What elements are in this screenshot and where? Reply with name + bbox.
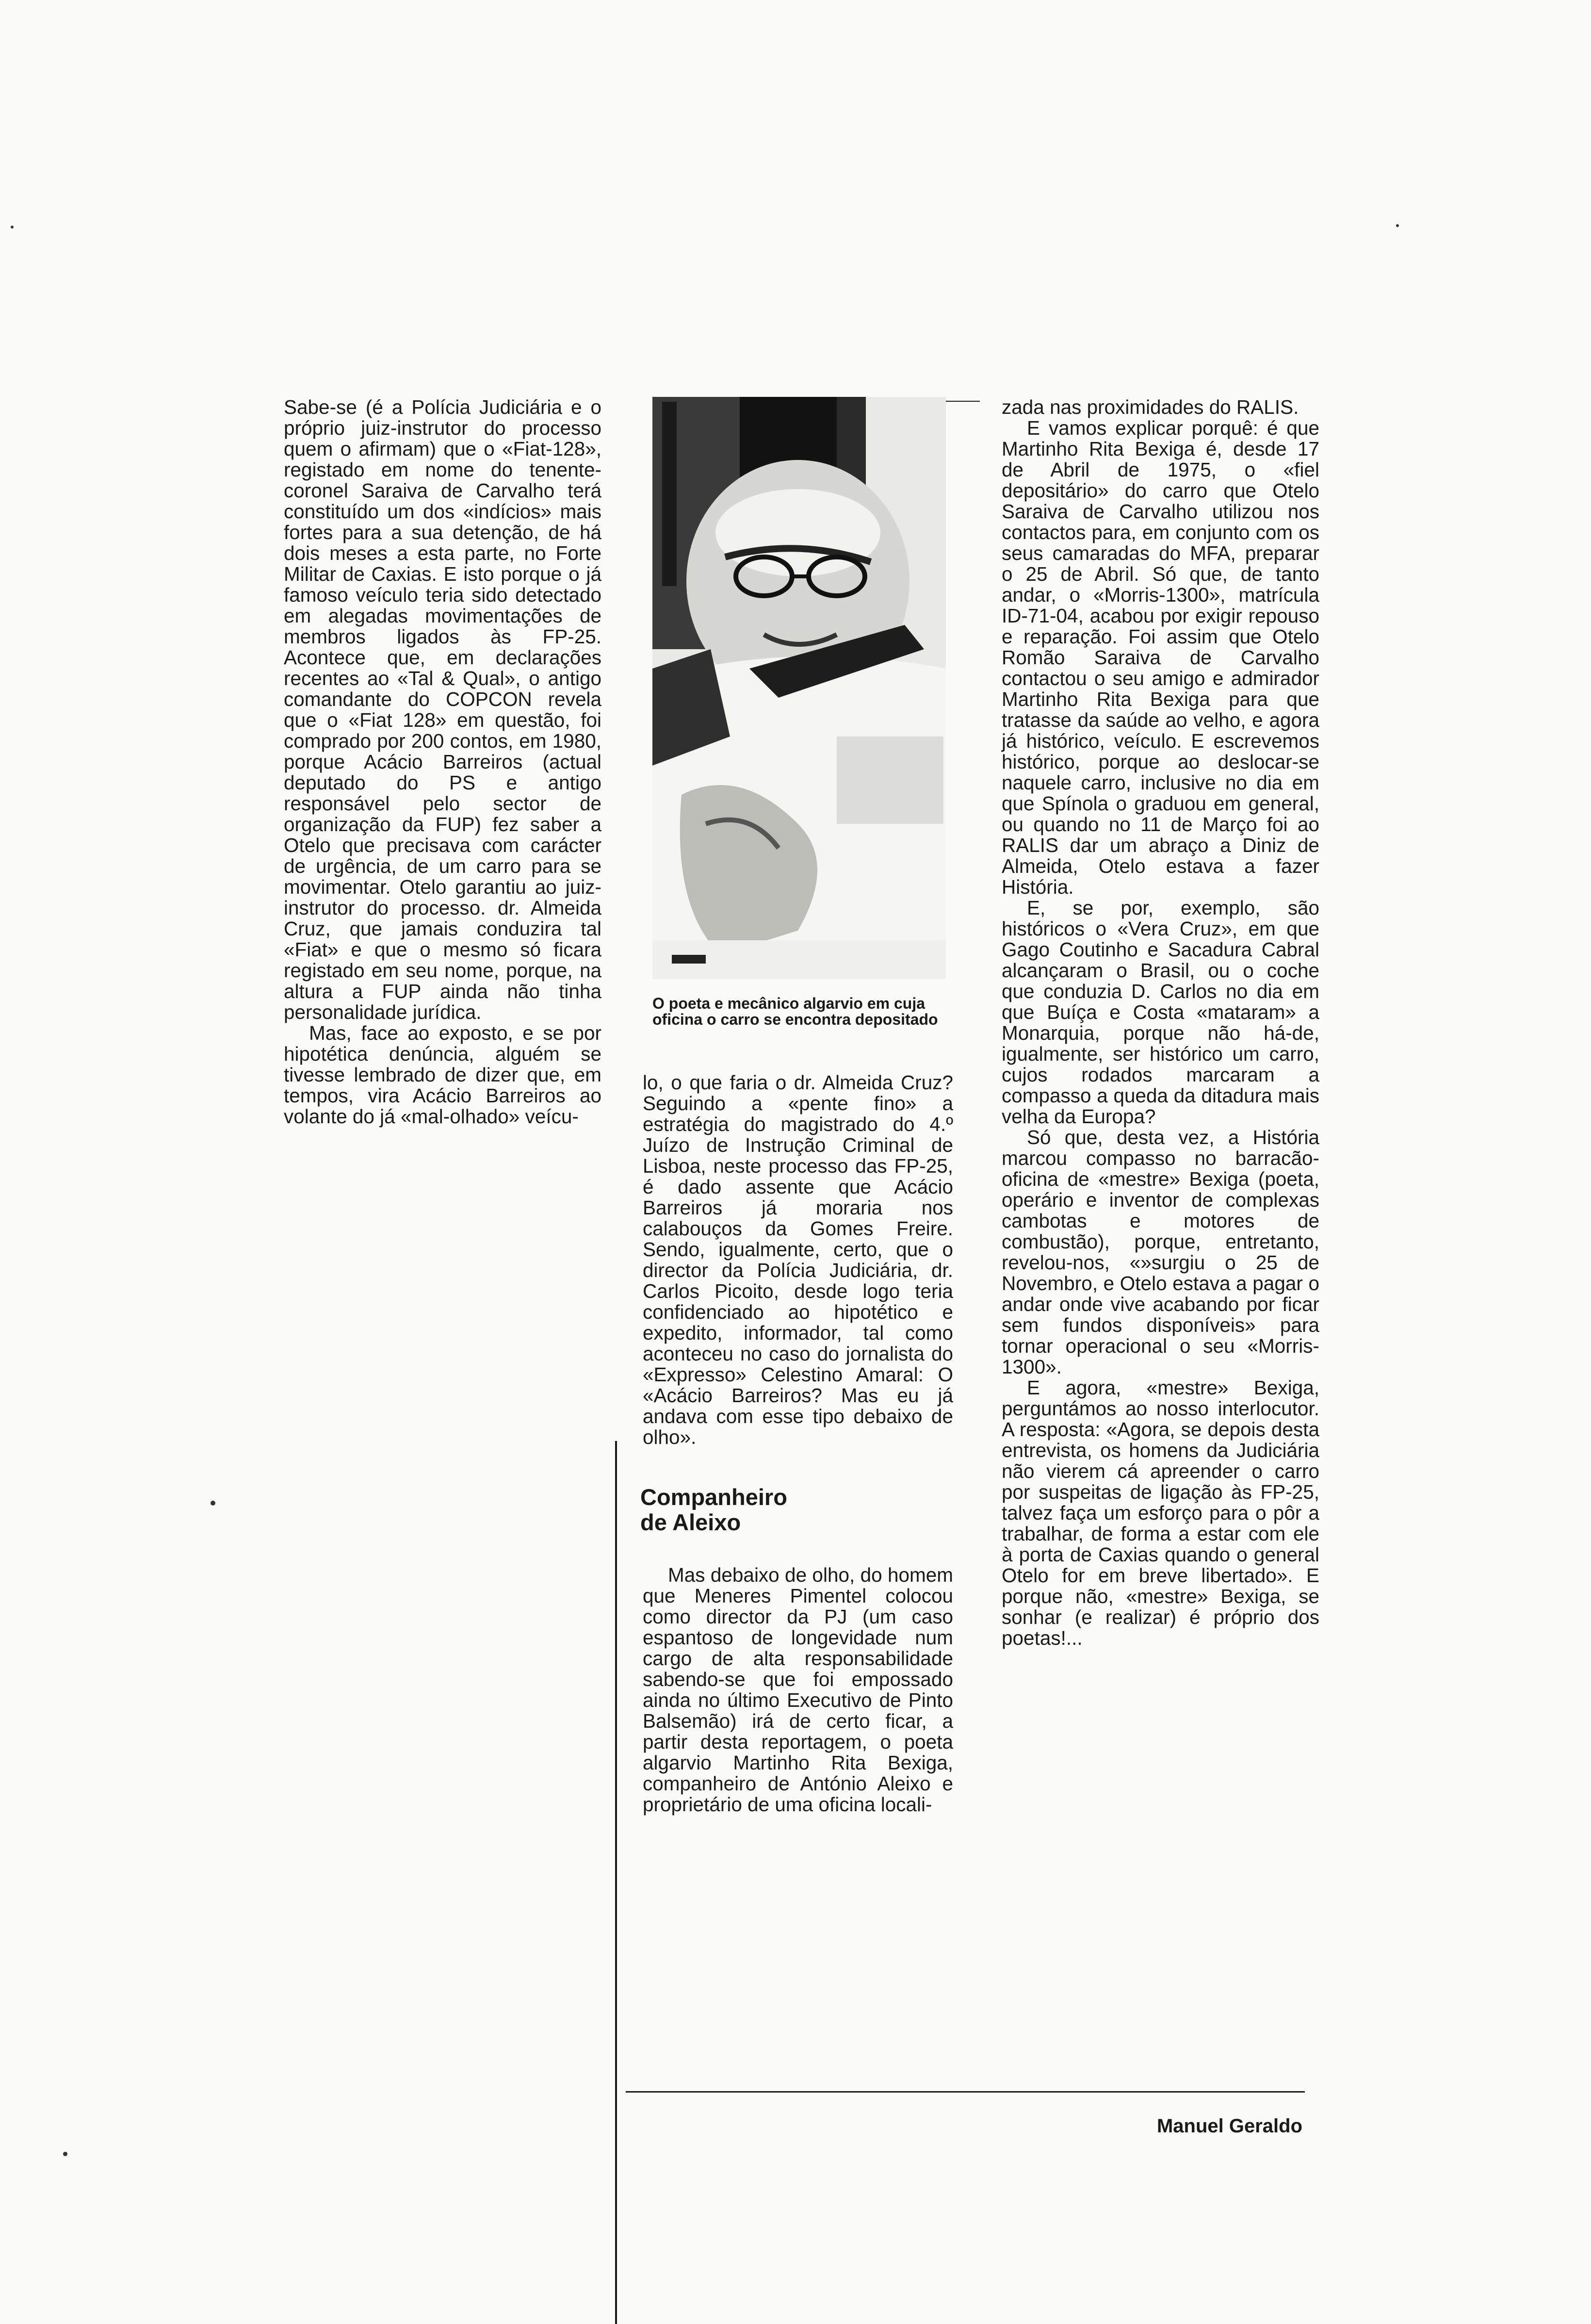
paragraph: Sabe-se (é a Polícia Judiciária e o próprio juiz-instrutor do processo quem o afirmam) que o «Fiat-128», registado em nome do tenente-coronel Saraiva de Carvalho terá constituído um dos «indícios» mais fortes para a sua detenção, de há dois meses a esta parte, no Forte Militar de Caxias. E isto porque o já famoso veículo teria sido detectado em alegadas movimentações de membros ligados às FP-25. Acontece que, em declarações recentes ao «Tal & Qual», o antigo comandante do COPCON revela que o «Fiat 128» em questão, foi comprado por 200 contos, em 1980, porque Acácio Barreiros (actual deputado do PS e antigo responsável pelo sector de organização da FUP) fez saber a Otelo que precisava com carácter de urgência, de um carro para se movimentar. Otelo garantiu ao juiz-instrutor do processo. dr. Almeida Cruz, que jamais conduzira tal «Fiat» e que o mesmo só ficara registado em seu nome, porque, na altura a FUP ainda não tinha personalidade jurídica. [284, 396, 601, 1023]
scan-speck [11, 226, 14, 229]
paragraph: E agora, «mestre» Bexiga, perguntámos ao nosso interlocutor. A resposta: «Agora, se depois desta entrevista, os homens da Judiciária não vierem cá apreender o carro por suspeitas de ligação às FP-25, talvez faça um esforço para o pôr a trabalhar, de forma a estar com ele à porta de Caxias quando o general Otelo for em breve libertado». E porque não, «mestre» Bexiga, se sonhar (e realizar) é próprio dos poetas!... [1002, 1376, 1319, 1649]
article-column-3 [1002, 397, 1319, 1649]
paragraph: lo, o que faria o dr. Almeida Cruz? Seguindo a «pente fino» a estratégia do magistrado do 4.º Juízo de Instrução Criminal de Lisboa, neste processo das FP-25, é dado assente que Acácio Barreiros já moraria nos calabouços da Gomes Freire. Sendo, igualmente, certo, que o director da Polícia Judiciária, dr. Carlos Picoito, desde logo teria confidenciado ao hipotético e expedito, informador, tal como aconteceu no caso do jornalista do «Expresso» Celestino Amaral: O «Acácio Barreiros? Mas eu já andava com esse tipo debaixo de olho». [643, 1071, 953, 1448]
paragraph: Só que, desta vez, a História marcou compasso no barracão-oficina de «mestre» Bexiga (poeta, operário e inventor de complexas cambotas e motores de combustão), porque, entretanto, revelou-nos, «»surgiu o 25 de Novembro, e Otelo estava a pagar o andar onde vive acabando por ficar sem fundos disponíveis» para tornar operacional o seu «Morris-1300». [1002, 1126, 1319, 1378]
paragraph: Mas, face ao exposto, e se por hipotética denúncia, alguém se tivesse lembrado de dizer que, em tempos, vira Acácio Barreiros ao volante do já «mal-olhado» veícu- [284, 1022, 601, 1128]
subheading-line: de Aleixo [640, 1509, 741, 1535]
portrait-photo [652, 397, 946, 979]
article-column-2-continued [643, 1565, 953, 1815]
photo-edge-rule [946, 401, 980, 402]
subheading-line: Companheiro [640, 1484, 787, 1510]
paragraph: E, se por, exemplo, são históricos o «Vera Cruz», em que Gago Coutinho e Sacadura Cabral alcançaram o Brasil, ou o coche que conduzia D. Carlos no dia em que Buíça e Costa «mataram» a Monarquia, porque não há-de, igualmente, ser histórico um carro, cujos rodados marcaram a compasso a queda da ditadura mais velha da Europa? [1002, 897, 1319, 1128]
bottom-rule [626, 2091, 1305, 2093]
photo-caption: O poeta e mecânico algarvio em cuja oficina o carro se encontra depositado [652, 995, 938, 1028]
scan-speck [63, 2152, 67, 2156]
paragraph: zada nas proximidades do RALIS. [1002, 396, 1299, 418]
paragraph: Mas debaixo de olho, do homem que Meneres Pimentel colocou como director da PJ (um caso espantoso de longevidade num cargo de alta responsabilidade sabendo-se que foi empossado ainda no último Executivo de Pinto Balsemão) irá de certo ficar, a partir desta reportagem, o poeta algarvio Martinho Rita Bexiga, companheiro de António Aleixo e proprietário de uma oficina locali- [643, 1564, 953, 1816]
paragraph: E vamos explicar porquê: é que Martinho Rita Bexiga é, desde 17 de Abril de 1975, o «fiel depositário» do carro que Otelo Saraiva de Carvalho utilizou nos contactos para, em conjunto com os seus camaradas do MFA, preparar o 25 de Abril. Só que, de tanto andar, o «Morris-1300», matrícula ID-71-04, acabou por exigir repouso e reparação. Foi assim que Otelo Romão Saraiva de Carvalho contactou o seu amigo e admirador Martinho Rita Bexiga para que tratasse da saúde ao velho, e agora já histórico, veículo. E escrevemos histórico, porque ao deslocar-se naquele carro, inclusive no dia em que Spínola o graduou em general, ou quando no 11 de Março foi ao RALIS dar um abraço a Diniz de Almeida, Otelo estava a fazer História. [1002, 417, 1319, 898]
section-subheading [640, 1485, 912, 1535]
scan-speck [1396, 224, 1399, 227]
article-column-2 [643, 1072, 953, 1448]
author-byline: Manuel Geraldo [1156, 2115, 1302, 2137]
column-divider [615, 1441, 617, 2324]
article-column-1 [284, 397, 601, 1127]
scan-speck [211, 1501, 215, 1506]
photo-image [652, 397, 946, 979]
